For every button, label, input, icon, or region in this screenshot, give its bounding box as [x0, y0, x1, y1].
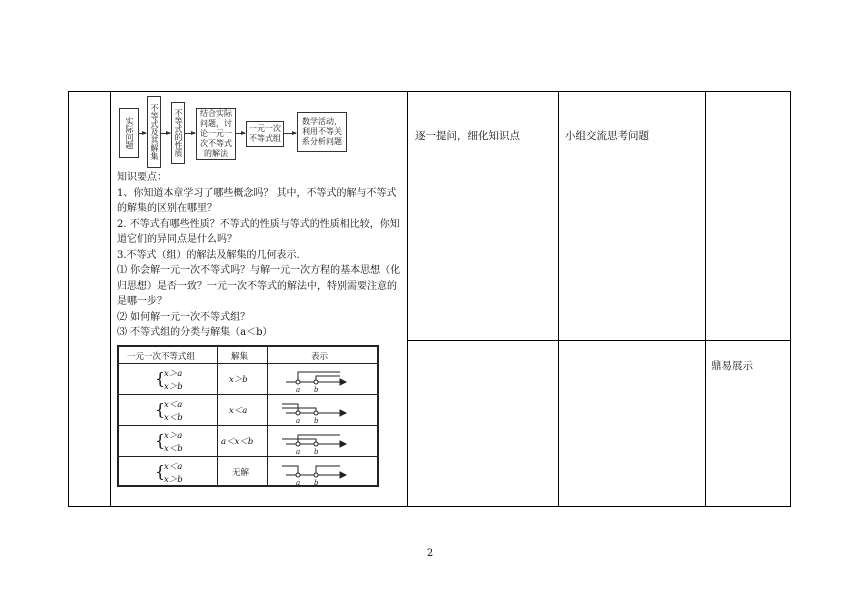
lesson-table: [68, 91, 791, 507]
open-point: [314, 442, 318, 446]
system-ineq: x＞b: [164, 474, 183, 485]
student-activity-text: 小组交流思考问题: [565, 130, 649, 142]
table-header: 一元一次不等式组: [127, 351, 196, 362]
knowledge-line: ⑴ 你会解一元一次不等式吗？与解一元一次方程的基本思想（化归思想）是否一致？一元一次不等式的解法中，特别需要注意的是哪一步？: [117, 265, 401, 307]
table-col-line: [217, 347, 218, 485]
brace: {: [155, 430, 166, 450]
system-ineq: x＜b: [164, 443, 183, 454]
flow-box: 数学活动，利用不等关系分析问题: [297, 112, 347, 152]
system-ineq: x＜b: [164, 412, 183, 423]
flow-box: 不等式的性质: [171, 102, 185, 164]
point-label: a: [296, 385, 301, 394]
point-label: a: [296, 478, 301, 485]
row-divider: [407, 340, 790, 341]
point-label: b: [314, 478, 319, 485]
knowledge-line: 2. 不等式有哪些性质？不等式的性质与等式的性质相比较，你知道它们的异同点是什么吗？: [117, 218, 400, 245]
solution-set: 无解: [232, 467, 250, 478]
knowledge-line: 3.不等式（组）的解法及解集的几何表示.: [117, 249, 300, 261]
point-label: b: [314, 416, 319, 425]
system-ineq: x＜a: [164, 461, 183, 472]
table-header: 解集: [231, 351, 249, 362]
brace: {: [155, 461, 166, 481]
flow-arrow: [161, 133, 170, 134]
open-point: [314, 380, 318, 384]
teacher-activity-text: 逐一提问，细化知识点: [415, 130, 520, 142]
solution-set: x＞b: [229, 374, 248, 385]
col-divider: [705, 92, 706, 506]
point-label: b: [314, 385, 319, 394]
axis-arrow: [340, 410, 346, 416]
open-point: [314, 411, 318, 415]
flow-arrow: [284, 133, 296, 134]
axis-arrow: [340, 441, 346, 447]
col-divider: [558, 92, 559, 506]
point-label: b: [314, 447, 319, 456]
open-point: [296, 380, 300, 384]
open-point: [296, 411, 300, 415]
brace: {: [155, 399, 166, 419]
flow-box: 不等式及其解集: [147, 96, 161, 168]
open-point: [296, 442, 300, 446]
flow-arrow: [185, 133, 195, 134]
system-ineq: x＞a: [164, 430, 183, 441]
solution-ray: [298, 372, 340, 382]
lesson-content-cell: [117, 96, 405, 487]
flow-arrow: [236, 133, 245, 134]
system-ineq: x＞a: [164, 368, 183, 379]
point-label: a: [296, 447, 301, 456]
inequality-system-table: [117, 345, 379, 487]
knowledge-line: ⑵ 如何解一元一次不等式组？: [117, 311, 251, 323]
brace: {: [155, 368, 166, 388]
solution-set: a＜x＜b: [221, 436, 254, 447]
system-ineq: x＞b: [164, 381, 183, 392]
knowledge-points: [117, 170, 405, 341]
flow-box: 一元一次不等式组: [246, 121, 284, 147]
knowledge-line: 1、你知道本章学习了哪些概念吗？ 其中，不等式的解与不等式的解集的区别在哪里？: [117, 187, 397, 214]
knowledge-line: ⑶ 不等式组的分类与解集（a＜b）: [117, 327, 273, 338]
flow-box: 结合实际问题，讨论一元一次不等式的解法: [196, 108, 236, 160]
knowledge-title: 知识要点：: [117, 172, 167, 183]
system-ineq: x＜a: [164, 399, 183, 410]
solution-set: x＜a: [229, 405, 248, 416]
point-label: a: [296, 416, 301, 425]
col-divider: [407, 92, 408, 506]
axis-arrow: [340, 379, 346, 385]
table-header: 表示: [311, 351, 329, 362]
number-line-diagrams: [268, 364, 377, 485]
page-number: 2: [426, 548, 434, 559]
solution-ray: [282, 466, 298, 475]
axis-arrow: [340, 472, 346, 478]
knowledge-flowchart: [117, 96, 405, 168]
open-point: [296, 473, 300, 477]
solution-ray: [316, 466, 340, 475]
flow-arrow: [139, 133, 146, 134]
open-point: [314, 473, 318, 477]
col-divider: [110, 92, 111, 506]
display-text: 鼎易展示: [711, 360, 753, 372]
flow-box: 实际问题: [119, 108, 139, 158]
solution-ray: [316, 376, 340, 382]
